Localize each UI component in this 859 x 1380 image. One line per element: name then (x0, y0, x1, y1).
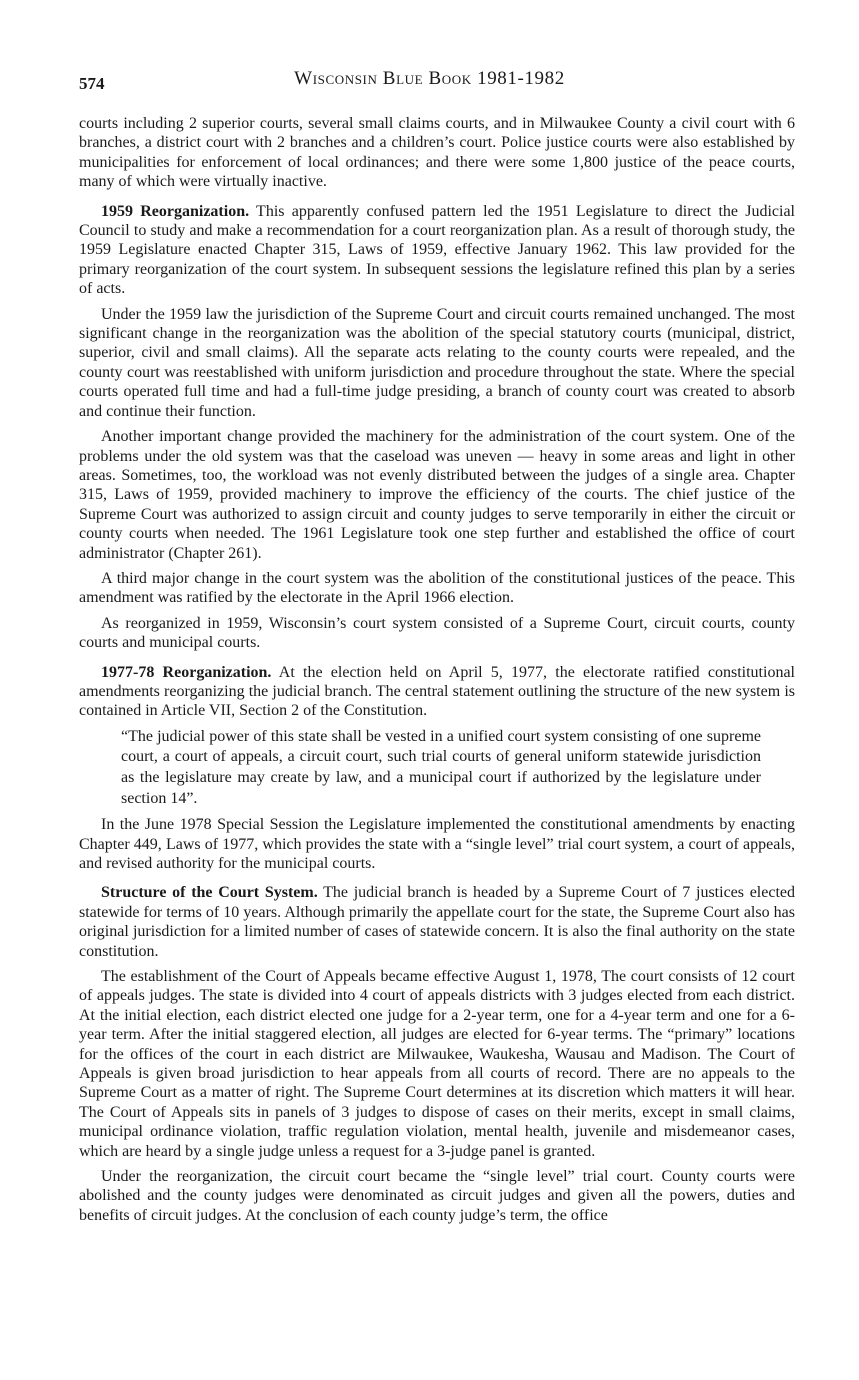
section-heading-structure: Structure of the Court System. (101, 884, 318, 902)
running-head: Wisconsin Blue Book 1981-1982 (294, 68, 565, 89)
paragraph-2-text: This apparently confused pattern led the 1951 Legislature to direct the Judicial Council to study and make a recommendation for a court reorganization plan. As a result of thorough study, the 1959 Legislature enacted Chapter 315, Laws of 1959, effective January 1962. This law provided for the primary reorganization of the court system. In subsequent sessions the legislature refined this plan by a series of acts. (79, 202, 795, 298)
paragraph-6: As reorganized in 1959, Wisconsin’s court system consisted of a Supreme Court, circuit courts, county courts and municipal courts. (79, 614, 795, 652)
paragraph-5: A third major change in the court system was the abolition of the constitutional justices of the peace. This amendment was ratified by the electorate in the April 1966 election. (79, 569, 795, 607)
paragraph-3: Under the 1959 law the jurisdiction of the Supreme Court and circuit courts remained unchanged. The most significant change in the reorganization was the abolition of the special statutory courts (municipal, district, superior, civil and small claims). All the separate acts relating to the county courts were repealed, and the county court was reestablished with uniform jurisdiction and procedure throughout the state. Where the special courts operated full time and had a full-time judge presiding, a branch of county court was created to absorb and continue their function. (79, 305, 795, 420)
body-text (79, 114, 795, 1231)
paragraph-1: courts including 2 superior courts, several small claims courts, and in Milwaukee County a civil court with 6 branches, a district court with 2 branches and a children’s court. Police justice courts were also established by municipalities for enforcement of local ordinances; and there were some 1,800 justice of the peace courts, many of which were virtually inactive. (79, 115, 795, 191)
section-heading-1977: 1977-78 Reorganization. (101, 663, 272, 681)
paragraph-1977-reorganization (79, 663, 795, 721)
paragraph-1959-reorganization (79, 202, 795, 299)
paragraph-11: Under the reorganization, the circuit court became the “single level” trial court. County courts were abolished and the county judges were denominated as circuit judges and given all the powers, duties and benefits of circuit judges. At the conclusion of each county judge’s term, the office (79, 1168, 795, 1224)
paragraph-10: The establishment of the Court of Appeals became effective August 1, 1978, The court consists of 12 court of appeals judges. The state is divided into 4 court of appeals districts with 3 judges elected from each district. At the initial election, each district elected one judge for a 2-year term, one for a 4-year term and one for a 6-year term. After the initial staggered election, all judges are elected for 6-year terms. The “primary” locations for the offices of the court in each district are Milwaukee, Waukesha, Wausau and Madison. The Court of Appeals is given broad jurisdiction to hear appeals from all courts of record. There are no appeals to the Supreme Court as a matter of right. The Supreme Court determines at its discretion which matters it will hear. The Court of Appeals sits in panels of 3 judges to dispose of cases on their merits, except in small claims, municipal ordinance violation, traffic regulation violation, mental health, juvenile and misdemeanor cases, which are heard by a single judge unless a request for a 3-judge panel is granted. (79, 968, 795, 1160)
paragraph-4: Another important change provided the machinery for the administration of the court system. One of the problems under the old system was that the caseload was uneven — heavy in some areas and light in other areas. Sometimes, too, the workload was not evenly distributed between the judges of a single area. Chapter 315, Laws of 1959, provided machinery to improve the efficiency of the courts. The chief justice of the Supreme Court was authorized to assign circuit and county judges to serve temporarily in either the circuit or county courts when needed. The 1961 Legislature took one step further and established the office of court administrator (Chapter 261). (79, 428, 795, 562)
paragraph-9-text: The judicial branch is headed by a Supreme Court of 7 justices elected statewide for terms of 10 years. Although primarily the appellate court for the state, the Supreme Court also has original jurisdiction for a limited number of cases of statewide concern. It is also the final authority on the state constitution. (79, 884, 796, 960)
paragraph-7-text: At the election held on April 5, 1977, the electorate ratified constitutional amendments reorganizing the judicial branch. The central statement outlining the structure of the new system is contained in Article VII, Section 2 of the Constitution. (79, 663, 795, 720)
page-number: 574 (79, 74, 105, 93)
constitution-quote: “The judicial power of this state shall be vested in a unified court system consisting of one supreme court, a court of appeals, a circuit court, such trial courts of general uniform statewide jurisdiction as the legislature may create by law, and a municipal court if authorized by the legislature under section 14”. (121, 727, 761, 807)
section-heading-1959: 1959 Reorganization. (101, 202, 250, 220)
paragraph-court-structure (79, 883, 795, 961)
paragraph-8: In the June 1978 Special Session the Legislature implemented the constitutional amendments by enacting Chapter 449, Laws of 1977, which provides the state with a “single level” trial court system, a court of appeals, and revised authority for the municipal courts. (79, 816, 795, 872)
